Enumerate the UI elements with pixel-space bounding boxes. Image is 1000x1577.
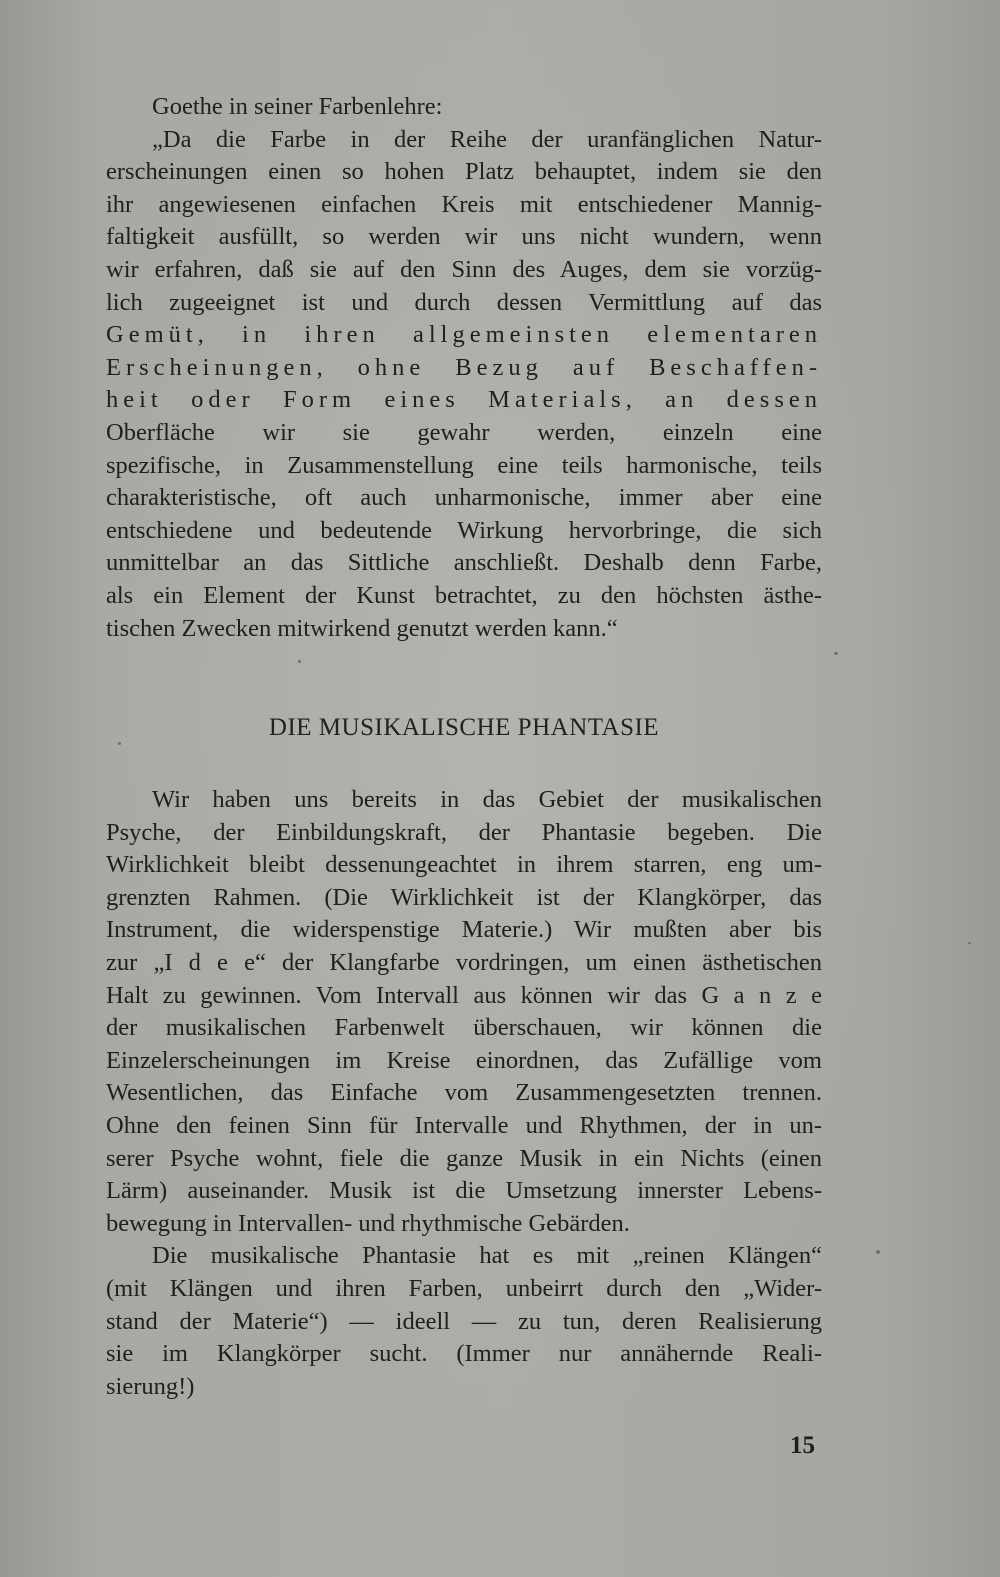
text-line: Einzelerscheinungen im Kreise einordnen, das Zufällige vom [106, 1046, 822, 1074]
section-body [106, 784, 822, 1403]
text-line: zur „I d e e“ der Klangfarbe vordringen, um einen ästhetischen [106, 948, 822, 976]
paper-speck [968, 942, 971, 944]
text-line: sierung!) [106, 1372, 195, 1400]
text-line: als ein Element der Kunst betrachtet, zu den höchsten ästhe- [106, 581, 822, 609]
paper-speck [118, 742, 121, 745]
text-line: faltigkeit ausfüllt, so werden wir uns nicht wundern, wenn [106, 223, 822, 251]
text-line: unmittelbar an das Sittliche anschließt. Deshalb denn Farbe, [106, 549, 822, 577]
paper-speck [834, 652, 838, 655]
text-line: Wir haben uns bereits in das Gebiet der musikalischen [152, 786, 822, 813]
text-line-spaced: Gemüt, in ihren allgemeinsten elementaren [106, 321, 822, 349]
text-line: sie im Klangkörper sucht. (Immer nur annähernde Reali- [106, 1340, 822, 1368]
text-line: serer Psyche wohnt, fiele die ganze Musik in ein Nichts (einen [106, 1144, 822, 1172]
quote-intro-line: Goethe in seiner Farbenlehre: [152, 93, 443, 120]
text-line: Halt zu gewinnen. Vom Intervall aus können wir das G a n z e [106, 981, 822, 1009]
text-line-spaced: heit oder Form eines Materials, an dessen [106, 386, 822, 414]
text-line: Instrument, die widerspenstige Materie.) Wir mußten aber bis [106, 916, 822, 944]
text-line: ihr angewiesenen einfachen Kreis mit entschiedener Mannig- [106, 190, 822, 218]
text-line: tischen Zwecken mitwirkend genutzt werden kann.“ [106, 614, 618, 642]
text-line: spezifische, in Zusammenstellung eine teils harmonische, teils [106, 451, 822, 479]
text-line: erscheinungen einen so hohen Platz behauptet, indem sie den [106, 158, 822, 186]
text-line: stand der Materie“) — ideell — zu tun, deren Realisierung [106, 1307, 822, 1335]
page-number: 15 [790, 1432, 815, 1459]
text-line: (mit Klängen und ihren Farben, unbeirrt durch den „Wider- [106, 1274, 822, 1302]
text-line: grenzten Rahmen. (Die Wirklichkeit ist der Klangkörper, das [106, 883, 822, 911]
text-line: Lärm) auseinander. Musik ist die Umsetzung innerster Lebens- [106, 1177, 822, 1205]
text-line: Wirklichkeit bleibt dessenungeachtet in ihrem starren, eng um- [106, 851, 822, 879]
text-line-spaced: Erscheinungen, ohne Bezug auf Beschaffen- [106, 353, 822, 381]
text-line: Psyche, der Einbildungskraft, der Phantasie begeben. Die [106, 818, 822, 846]
text-line: lich zugeeignet ist und durch dessen Vermittlung auf das [106, 288, 822, 316]
text-line: Oberfläche wir sie gewahr werden, einzeln eine [106, 418, 822, 446]
text-line: bewegung in Intervallen- und rhythmische Gebärden. [106, 1209, 630, 1237]
text-line: „Da die Farbe in der Reihe der uranfänglichen Natur- [152, 125, 822, 153]
paper-speck [876, 1250, 880, 1254]
text-line: der musikalischen Farbenwelt überschauen, wir können die [106, 1014, 822, 1042]
text-line: wir erfahren, daß sie auf den Sinn des Auges, dem sie vorzüg- [106, 255, 822, 283]
section-heading: DIE MUSIKALISCHE PHANTASIE [268, 714, 660, 741]
text-line: Die musikalische Phantasie hat es mit „reinen Klängen“ [152, 1242, 822, 1270]
text-line: Ohne den feinen Sinn für Intervalle und Rhythmen, der in un- [106, 1111, 822, 1139]
text-line: Wesentlichen, das Einfache vom Zusammengesetzten trennen. [106, 1079, 822, 1107]
paper-speck [298, 660, 301, 663]
quote-block [106, 91, 822, 645]
text-line: entschiedene und bedeutende Wirkung hervorbringe, die sich [106, 516, 822, 544]
text-line: charakteristische, oft auch unharmonische, immer aber eine [106, 484, 822, 512]
